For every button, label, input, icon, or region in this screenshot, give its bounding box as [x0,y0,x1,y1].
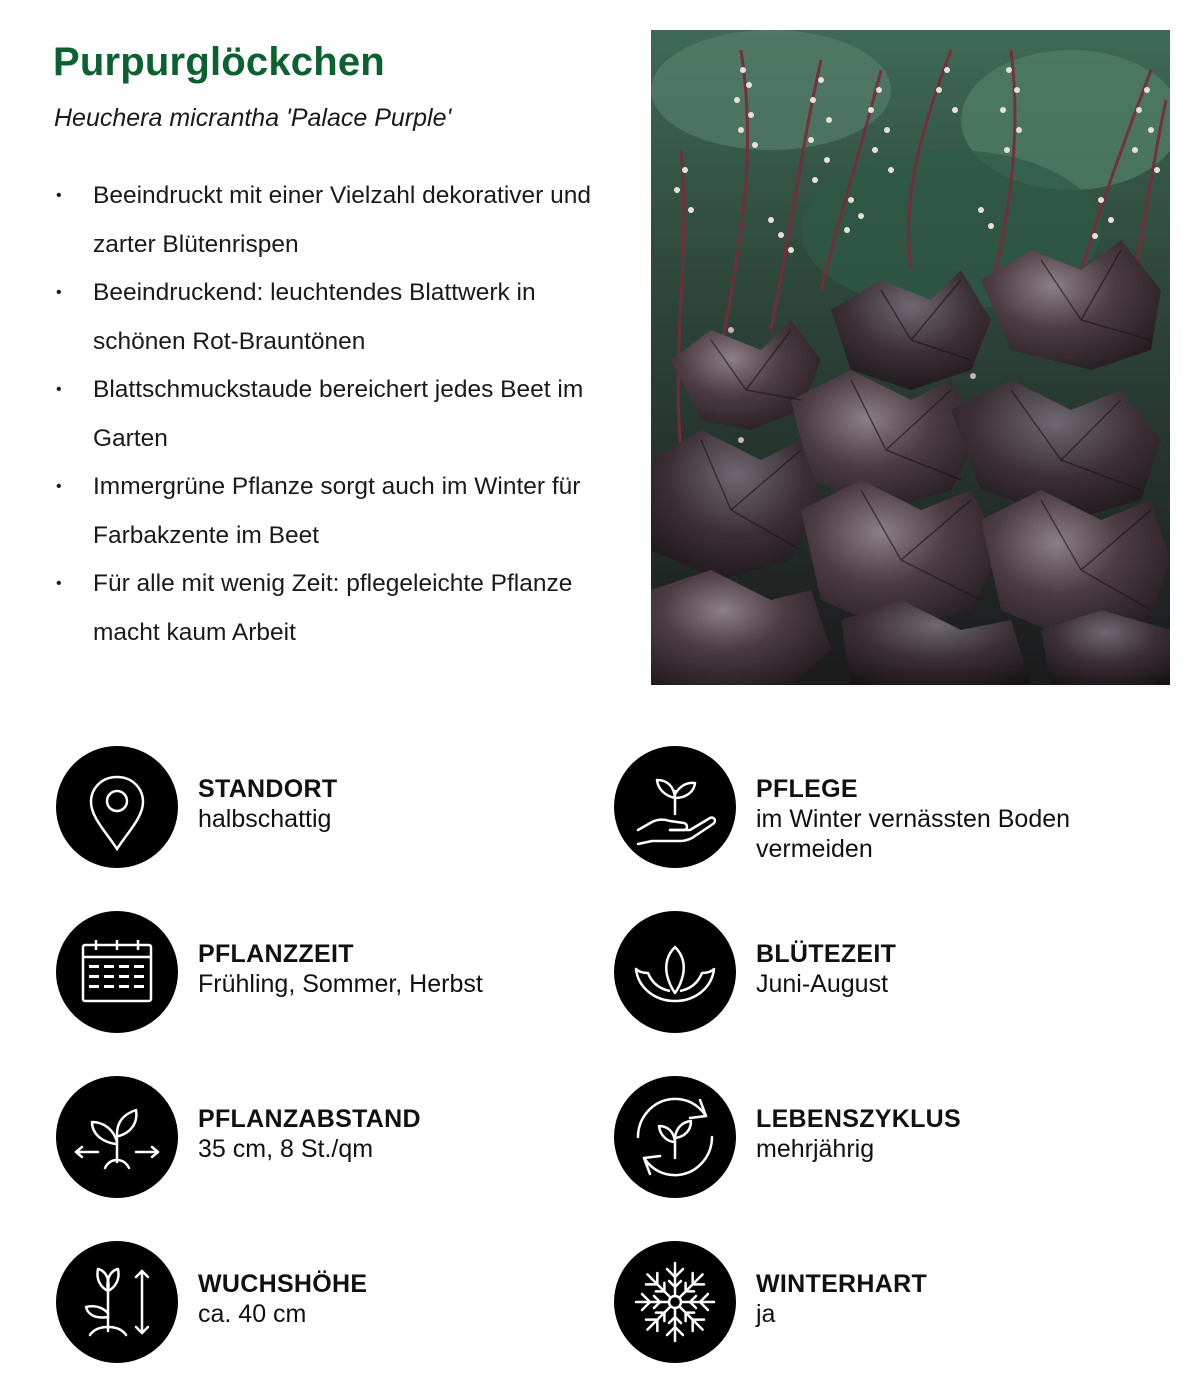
feature-text: Immergrüne Pflanze sorgt auch im Winter für Farbakzente im Beet [93,473,581,549]
botanical-name: Heuchera micrantha 'Palace Purple' [54,104,452,132]
attribute-label: PFLANZZEIT [198,940,354,968]
attribute-value: halbschattig [198,805,332,833]
attribute-label: PFLANZABSTAND [198,1105,421,1133]
feature-text: Beeindruckt mit einer Vielzahl dekorativer und zarter Blütenrispen [93,182,591,258]
attribute-pflege [614,746,1154,871]
calendar-icon [56,911,178,1033]
attribute-label: WINTERHART [756,1270,928,1298]
feature-item [50,366,610,463]
attribute-bluetezeit [614,911,1154,1036]
feature-text: Beeindruckend: leuchtendes Blattwerk in schönen Rot-Brauntönen [93,279,536,355]
bullet-dot-icon: • [56,284,62,301]
feature-text: Für alle mit wenig Zeit: pflegeleichte Pflanze macht kaum Arbeit [93,570,573,646]
attribute-label: STANDORT [198,775,338,803]
plant-height-icon [56,1241,178,1363]
bullet-dot-icon: • [56,381,62,398]
snowflake-icon [614,1241,736,1363]
feature-item [50,560,610,657]
attribute-label: PFLEGE [756,775,858,803]
plant-photo [651,30,1170,685]
feature-item [50,172,610,269]
feature-item [50,463,610,560]
plant-spacing-icon [56,1076,178,1198]
attribute-value: mehrjährig [756,1135,875,1163]
plant-cycle-icon [614,1076,736,1198]
feature-list [50,172,610,657]
feature-text: Blattschmuckstaude bereichert jedes Beet im Garten [93,376,584,452]
flower-bud-icon [614,911,736,1033]
location-pin-icon [56,746,178,868]
attribute-value: ca. 40 cm [198,1300,307,1328]
attribute-winterhart [614,1241,1154,1366]
bullet-dot-icon: • [56,575,62,592]
attribute-value: Juni-August [756,970,889,998]
attribute-wuchshoehe [56,1241,596,1366]
attribute-value: ja [756,1300,776,1328]
bullet-dot-icon: • [56,187,62,204]
attribute-pflanzzeit [56,911,596,1036]
attribute-value: 35 cm, 8 St./qm [198,1135,374,1163]
hand-seedling-icon [614,746,736,868]
attribute-label: BLÜTEZEIT [756,940,897,968]
feature-item [50,269,610,366]
attribute-standort [56,746,596,871]
attribute-lebenszyklus [614,1076,1154,1201]
attribute-label: WUCHSHÖHE [198,1270,368,1298]
bullet-dot-icon: • [56,478,62,495]
attribute-value: Frühling, Sommer, Herbst [198,970,483,998]
product-title: Purpurglöckchen [53,40,385,84]
attribute-value: im Winter vernässten Boden vermeiden [756,805,1071,863]
attribute-label: LEBENSZYKLUS [756,1105,962,1133]
attribute-pflanzabstand [56,1076,596,1201]
